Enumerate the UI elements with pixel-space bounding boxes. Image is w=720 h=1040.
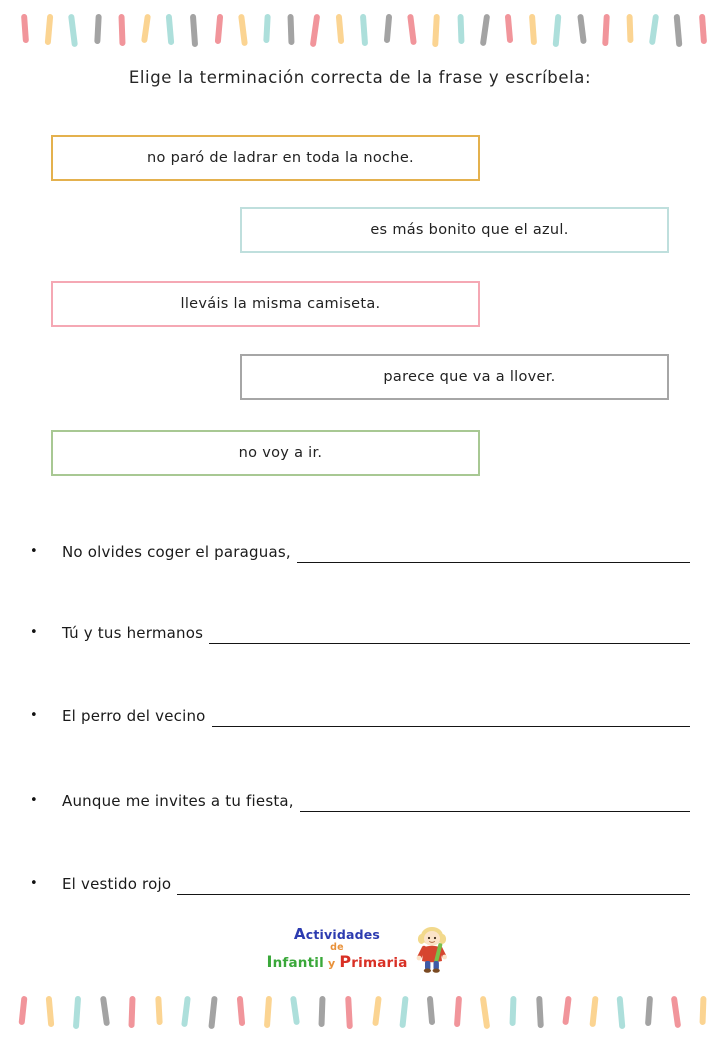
decorative-dash — [699, 996, 706, 1025]
decorative-dash — [264, 996, 272, 1028]
answer-write-line[interactable] — [212, 709, 690, 727]
option-box[interactable] — [240, 354, 669, 400]
decorative-dash — [671, 996, 681, 1029]
decorative-dash — [238, 14, 248, 46]
decorative-dash — [155, 996, 163, 1025]
decorative-dash — [427, 996, 436, 1025]
sentence-text: Aunque me invites a tu fiesta, — [62, 792, 294, 810]
option-text: no voy a ir. — [238, 445, 323, 461]
sentence-row — [30, 622, 690, 644]
answer-write-line[interactable] — [177, 877, 690, 895]
decorative-dash — [128, 996, 135, 1028]
decorative-dash — [21, 14, 29, 43]
decorative-dash — [433, 14, 441, 47]
decorative-dash — [399, 996, 408, 1028]
decorative-dash — [536, 996, 544, 1028]
decorative-dash — [562, 996, 571, 1026]
dash-row-bottom — [0, 990, 720, 1036]
sentence-text: No olvides coger el paraguas, — [62, 543, 291, 561]
answer-write-line[interactable] — [209, 626, 690, 644]
decorative-dash — [73, 996, 81, 1029]
decorative-dash — [181, 996, 191, 1028]
decorative-dash — [626, 14, 633, 43]
answer-write-line[interactable] — [297, 545, 690, 563]
decorative-dash — [480, 996, 491, 1030]
option-text: parece que va a llover. — [383, 369, 556, 385]
decorative-dash — [602, 14, 610, 46]
decorative-dash — [236, 996, 245, 1026]
decorative-dash — [553, 14, 562, 47]
logo-line-infantil-primaria: Infantil y Primaria — [266, 952, 408, 972]
decorative-dash — [319, 996, 326, 1027]
logo-line-de: de — [330, 942, 344, 954]
option-box[interactable] — [51, 281, 480, 327]
decorative-dash — [505, 14, 514, 43]
decorative-dash — [166, 14, 175, 45]
logo-inner — [266, 925, 453, 973]
decorative-dash — [577, 14, 587, 45]
decorative-dash — [699, 14, 707, 44]
decorative-dash — [509, 996, 516, 1026]
option-text: no paró de ladrar en toda la noche. — [147, 150, 414, 166]
bottom-decorative-border — [0, 990, 720, 1036]
decorative-dash — [360, 14, 368, 46]
decorative-dash — [209, 996, 218, 1029]
decorative-dash — [214, 14, 223, 44]
sentence-row — [30, 873, 690, 895]
decorative-dash — [454, 996, 462, 1027]
sentence-row — [30, 790, 690, 812]
decorative-dash — [384, 14, 393, 43]
bullet-icon: • — [30, 793, 38, 808]
decorative-dash — [674, 14, 683, 47]
decorative-dash — [480, 14, 490, 47]
decorative-dash — [457, 14, 464, 44]
decorative-dash — [190, 14, 198, 47]
sentence-row — [30, 541, 690, 563]
option-text: es más bonito que el azul. — [370, 222, 569, 238]
option-box[interactable] — [51, 430, 480, 476]
decorative-dash — [141, 14, 151, 44]
decorative-dash — [100, 996, 110, 1027]
bullet-icon: • — [30, 708, 38, 723]
option-box[interactable] — [51, 135, 480, 181]
sentence-text: El perro del vecino — [62, 707, 206, 725]
option-text: lleváis la misma camiseta. — [180, 296, 381, 312]
decorative-dash — [118, 14, 125, 46]
page-title: Elige la terminación correcta de la frase y escríbela: — [128, 68, 592, 87]
decorative-dash — [335, 14, 344, 44]
decorative-dash — [649, 14, 659, 46]
decorative-dash — [617, 996, 626, 1029]
decorative-dash — [310, 14, 321, 48]
decorative-dash — [263, 14, 271, 43]
bullet-icon: • — [30, 625, 38, 640]
decorative-dash — [288, 14, 295, 45]
bullet-icon: • — [30, 544, 38, 559]
dash-row-top — [0, 8, 720, 54]
decorative-dash — [46, 996, 55, 1027]
sentence-text: Tú y tus hermanos — [62, 624, 204, 642]
logo-line-actividades: Actividades — [293, 925, 381, 944]
decorative-dash — [19, 996, 28, 1025]
mascot-child-icon — [412, 925, 454, 973]
decorative-dash — [45, 14, 54, 45]
sentence-text: El vestido rojo — [62, 875, 172, 893]
decorative-dash — [407, 14, 417, 46]
decorative-dash — [68, 14, 78, 47]
option-box[interactable] — [240, 207, 669, 253]
decorative-dash — [529, 14, 537, 45]
bullet-icon: • — [30, 876, 38, 891]
sentence-row — [30, 705, 690, 727]
site-logo — [0, 925, 720, 973]
decorative-dash — [590, 996, 599, 1027]
logo-wordmark — [266, 927, 407, 971]
decorative-dash — [94, 14, 102, 44]
decorative-dash — [645, 996, 653, 1026]
answer-write-line[interactable] — [300, 794, 690, 812]
decorative-dash — [290, 996, 300, 1026]
decorative-dash — [346, 996, 354, 1029]
top-decorative-border — [0, 8, 720, 54]
decorative-dash — [372, 996, 382, 1027]
